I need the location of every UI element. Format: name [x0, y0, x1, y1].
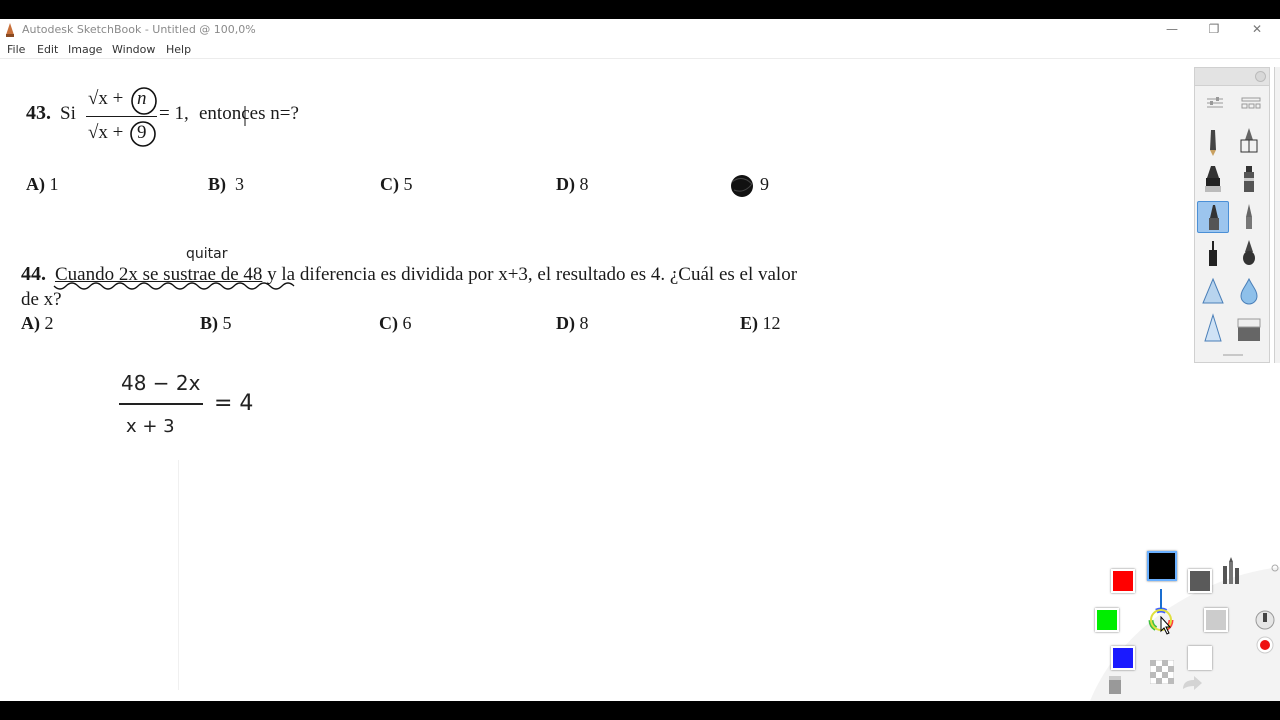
- palette-close-icon[interactable]: [1255, 71, 1266, 82]
- q43-numerator-left: √x +: [88, 88, 124, 109]
- letterbox-bottom: [0, 701, 1280, 720]
- q44-option-c: C) 6: [379, 313, 412, 333]
- smear-icon: [1197, 313, 1229, 345]
- q43-option-e-scribble: [728, 172, 758, 200]
- restore-button[interactable]: ❐: [1208, 22, 1220, 36]
- work-denominator: x + 3: [126, 416, 175, 437]
- transparency-icon[interactable]: [1150, 660, 1174, 684]
- chisel-marker-tool[interactable]: [1197, 164, 1229, 196]
- brush-properties-icon[interactable]: [1205, 96, 1225, 110]
- brush-palette-header[interactable]: [1195, 68, 1269, 86]
- work-numerator: 48 − 2x: [121, 371, 201, 395]
- marker-pen-tool[interactable]: [1233, 126, 1265, 158]
- color-swatch-dark-gray[interactable]: [1188, 569, 1212, 593]
- close-button[interactable]: ✕: [1251, 22, 1263, 36]
- color-swatch-blue[interactable]: [1111, 646, 1135, 670]
- sketchbook-icon: [5, 23, 15, 37]
- minimize-button[interactable]: —: [1166, 22, 1178, 36]
- airbrush-tool[interactable]: [1197, 275, 1229, 307]
- q43-equals: = 1,: [159, 103, 189, 124]
- q43-circle-marks: [0, 60, 400, 180]
- q44-text-line2: de x?: [21, 289, 62, 310]
- q43-option-b: B) 3: [208, 174, 244, 194]
- work-fraction-bar: [119, 403, 203, 405]
- mouse-cursor-icon: [1160, 616, 1174, 636]
- q43-option-e: 9: [760, 174, 769, 194]
- color-swatch-white[interactable]: [1188, 646, 1212, 670]
- letterbox-top: [0, 0, 1280, 19]
- brush-pen-tool[interactable]: [1197, 238, 1229, 270]
- q43-option-d: D) 8: [556, 174, 589, 194]
- faint-stroke: [178, 460, 179, 690]
- q43-denominator-left: √x +: [88, 122, 124, 143]
- ballpoint-pen-tool[interactable]: [1197, 201, 1229, 233]
- water-drop-icon: [1233, 275, 1265, 307]
- brush-puck-icon[interactable]: [1104, 674, 1126, 696]
- q43-suffix: entonces n=?: [199, 103, 299, 124]
- technical-pen-tool[interactable]: [1233, 201, 1265, 233]
- q44-number: 44.: [21, 263, 46, 285]
- q43-denominator-right: 9: [137, 122, 147, 143]
- q44-annotation: quitar: [186, 246, 228, 262]
- chisel-marker-icon: [1197, 164, 1229, 196]
- felt-marker-icon: [1233, 164, 1265, 196]
- pencil-icon: [1197, 126, 1229, 158]
- color-swatch-light-gray[interactable]: [1204, 608, 1228, 632]
- brush-palette: [1194, 67, 1270, 363]
- q44-option-e: E) 12: [740, 313, 781, 333]
- ink-pen-icon: [1233, 238, 1265, 270]
- q44-wavy-underline: [52, 282, 297, 296]
- color-swatch-green[interactable]: [1095, 608, 1119, 632]
- eraser-icon: [1233, 313, 1265, 345]
- redo-arrow-icon[interactable]: [1180, 675, 1206, 693]
- q44-text: Cuando 2x se sustrae de 48 y la diferencia es dividida por x+3, el resultado es 4. ¿Cuál es el valor: [55, 264, 798, 285]
- brush-pen-icon: [1197, 238, 1229, 270]
- title-bar: [0, 19, 1280, 41]
- record-dot-icon[interactable]: [1256, 636, 1274, 654]
- technical-pen-icon: [1233, 201, 1265, 233]
- window-title: Autodesk SketchBook - Untitled @ 100,0%: [22, 23, 256, 36]
- sketchbook-window: [0, 19, 1280, 701]
- color-indicator-line: [1160, 589, 1162, 609]
- q44-option-b: B) 5: [200, 313, 232, 333]
- menu-image[interactable]: Image: [68, 43, 103, 56]
- brush-library-icon[interactable]: [1241, 96, 1261, 110]
- q44-option-a: A) 2: [21, 313, 54, 333]
- puck-edge-icon: [1265, 559, 1280, 577]
- color-swatch-red[interactable]: [1111, 569, 1135, 593]
- airbrush-icon: [1197, 275, 1229, 307]
- q43-prefix: Si: [60, 103, 76, 124]
- brush-size-icon[interactable]: [1254, 609, 1276, 631]
- eraser-tool[interactable]: [1233, 313, 1265, 345]
- side-palette-edge: [1274, 67, 1280, 363]
- menu-window[interactable]: Window: [112, 43, 156, 56]
- ink-pen-tool[interactable]: [1233, 238, 1265, 270]
- pencil-tool[interactable]: [1197, 126, 1229, 158]
- menu-file[interactable]: File: [7, 43, 26, 56]
- work-equals: = 4: [214, 391, 254, 416]
- ballpoint-pen-icon: [1198, 202, 1230, 234]
- q44-option-d: D) 8: [556, 313, 589, 333]
- menu-edit[interactable]: Edit: [37, 43, 59, 56]
- smear-tool[interactable]: [1197, 313, 1229, 345]
- felt-marker-tool[interactable]: [1233, 164, 1265, 196]
- menu-help[interactable]: Help: [166, 43, 192, 56]
- q43-number: 43.: [26, 102, 51, 124]
- q43-option-a: A) 1: [26, 174, 59, 194]
- color-swatch-black[interactable]: [1147, 551, 1177, 581]
- water-drop-tool[interactable]: [1233, 275, 1265, 307]
- q43-option-c: C) 5: [380, 174, 413, 194]
- brush-set-icon[interactable]: [1219, 556, 1243, 586]
- q43-numerator-right: n: [137, 88, 147, 109]
- marker-pen-icon: [1233, 126, 1265, 158]
- palette-resize-handle[interactable]: [1223, 354, 1243, 356]
- menu-bar: [0, 41, 1280, 59]
